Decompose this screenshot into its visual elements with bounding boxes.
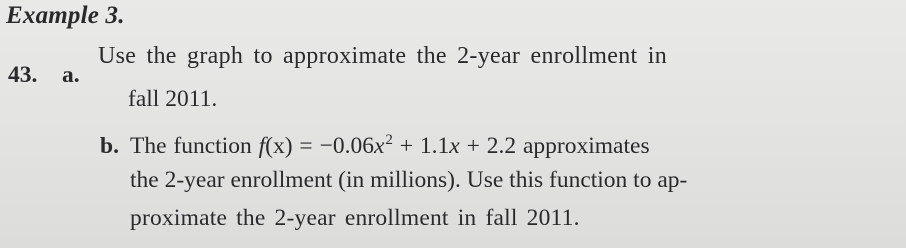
variable-x-squared: x xyxy=(373,133,385,159)
quadratic-coefficient: −0.06 xyxy=(319,133,374,159)
linear-term: + 1.1 xyxy=(392,133,450,159)
part-b-text-line-3: proximate the 2-year enrollment in fall 2011. xyxy=(130,205,580,231)
part-b-intro-text: The function xyxy=(130,133,259,159)
problem-number: 43. xyxy=(8,62,38,88)
part-a-text-line-2: fall 2011. xyxy=(128,86,218,112)
function-name: f xyxy=(258,133,266,159)
exponent: 2 xyxy=(385,132,393,148)
function-variable: (x) xyxy=(265,133,293,159)
part-a-label: a. xyxy=(62,62,80,88)
part-b-label: b. xyxy=(100,133,119,159)
part-b-text-line-2: the 2-year enrollment (in millions). Use this function to ap- xyxy=(130,167,688,193)
part-b-text-line-1 xyxy=(130,133,650,159)
equals-sign: = xyxy=(292,133,320,159)
function-expression xyxy=(259,133,517,159)
example-heading: Example 3. xyxy=(6,2,125,29)
part-b-after-text: approximates xyxy=(516,133,650,159)
part-a-text-line-1: Use the graph to approximate the 2-year enrollment in xyxy=(98,43,668,69)
constant-term: + 2.2 xyxy=(459,133,517,159)
variable-x-linear: x xyxy=(449,133,460,159)
